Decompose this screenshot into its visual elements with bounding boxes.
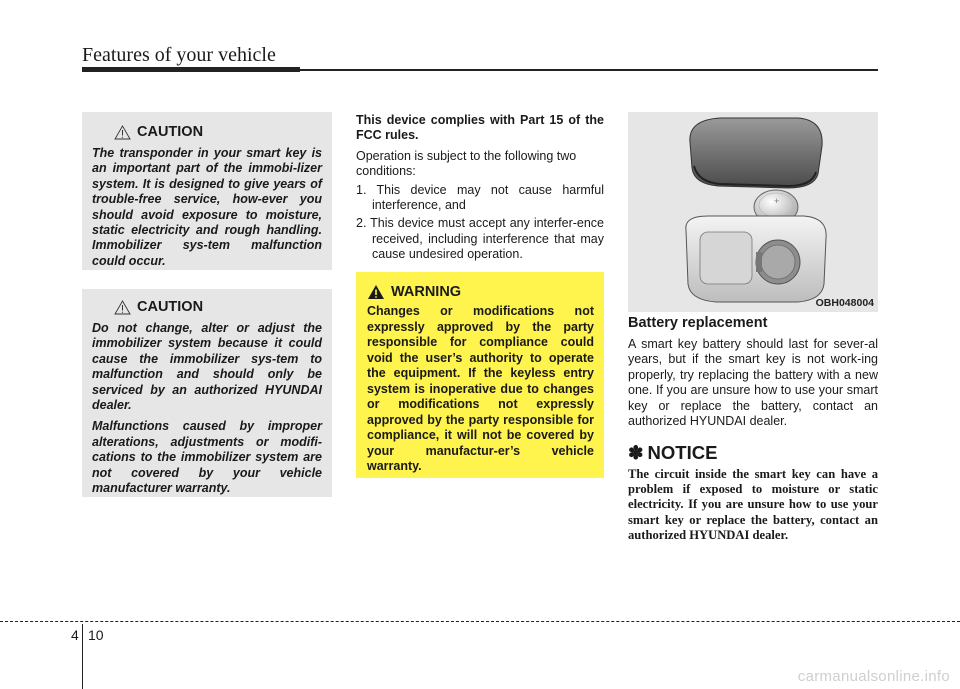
caution-title-label: CAUTION [137,299,204,315]
warning-box [356,272,604,478]
smart-key-battery-figure [628,112,878,312]
caution-paragraph: Malfunctions caused by improper alterations, adjustments or modifi-cations to the immobilizer system are not covered by your vehicle manufacturer warranty. [92,419,322,496]
caution-title [114,299,322,315]
caution-box-immobilizer [82,289,332,497]
smart-key-battery-illustration [628,112,878,312]
battery-text: A smart key battery should last for sever-al years, but if the smart key is not work-ing properly, try replacing the battery with a new one. If you are unsure how to use your smart key or replace the battery, contact an authorized HYUNDAI dealer. [628,337,878,429]
caution-title-label: CAUTION [137,124,204,140]
warning-text: Changes or modifications not expressly approved by the party responsible for compliance could void the user’s authority to operate the equipment. If the keyless entry system is inoperative due to changes or modifications not expressly approved by the party responsible for compliance, it will not be covered by your manufactur-er’s vehicle warranty. [367,304,594,473]
warning-title-label: WARNING [391,284,462,300]
caution-text: The transponder in your smart key is an important part of the immobi-lizer system. It is designed to give years of trouble-free service, how-ever you should avoid exposure to moisture, static electricity and rough handling. Immobilizer sys-tem malfunction could occur. [92,146,322,268]
fcc-condition-1: 1. This device may not cause harmful interference, and [356,182,604,213]
figure-code: OBH048004 [815,297,874,309]
caution-title [114,124,322,140]
caution-triangle-icon [114,125,131,140]
page-header-title: Features of your vehicle [82,44,276,66]
fcc-intro: Operation is subject to the following two conditions: [356,148,577,179]
caution-box-transponder [82,112,332,270]
fcc-statement [356,113,604,266]
fcc-heading: This device complies with Part 15 of the FCC rules. [356,113,604,143]
notice-text: The circuit inside the smart key can have a problem if exposed to moisture or static electricity. If you are unsure how to use your smart key or replace the battery, contact an authorized HYUNDAI dealer. [628,467,878,542]
section-number: 4 [71,627,79,643]
caution-paragraph: Do not change, alter or adjust the immobilizer system because it could cause the immobilizer sys-tem to malfunction and should only be serviced by an authorized HYUNDAI dealer. [92,321,322,413]
notice-heading-label: NOTICE [647,442,718,463]
warning-triangle-icon [367,284,385,300]
caution-text-block [92,321,322,496]
caution-triangle-icon [114,300,131,315]
battery-heading: Battery replacement [628,315,768,331]
page-number: 10 [88,627,104,643]
warning-title [367,284,594,300]
header-rule-thick [82,67,300,72]
footer-dashed-rule [0,621,960,622]
watermark: carmanualsonline.info [797,668,950,685]
header-rule-thin [300,69,878,71]
fcc-condition-2: 2. This device must accept any interfer-ence received, including interference that may cause undesired operation. [356,216,604,262]
svg-text:+: + [774,196,780,206]
notice-asterisk-icon: ✽ [628,442,644,463]
footer-divider [82,624,83,689]
notice-heading [628,442,878,464]
